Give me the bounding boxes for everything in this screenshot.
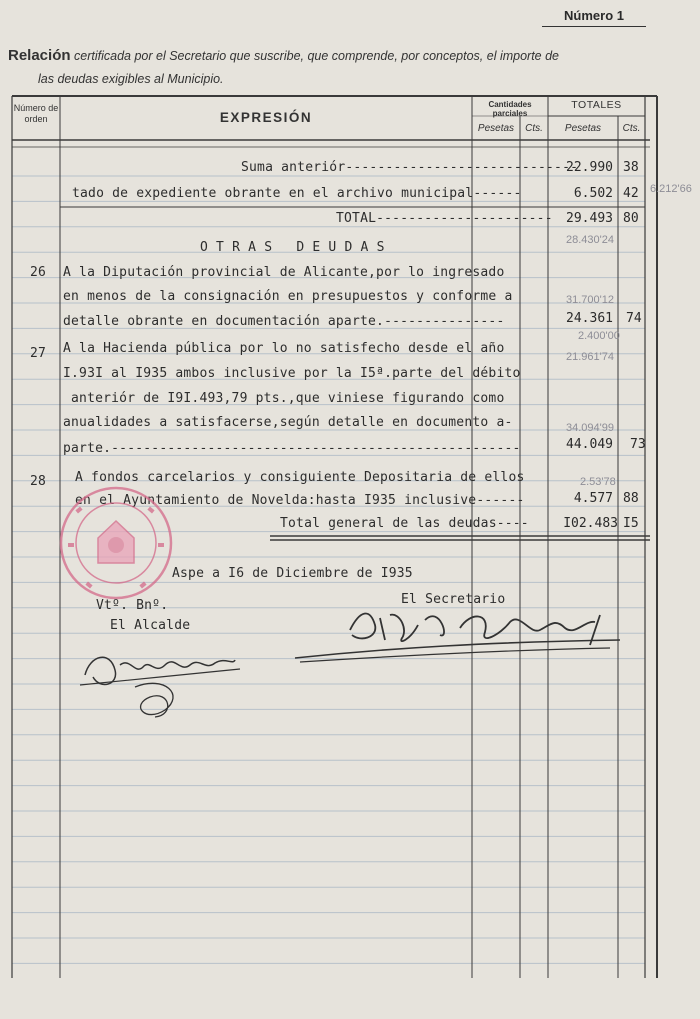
grand-total-label: Total general de las deudas----: [280, 516, 529, 531]
pencil-note: 2.400'00: [578, 330, 620, 342]
page-number: Número 1: [542, 8, 646, 27]
document-heading: [8, 44, 658, 91]
heading-line-2: las deudas exigibles al Municipio.: [38, 72, 224, 86]
column-header-expresion: EXPRESIÓN: [219, 110, 313, 125]
row-text: A fondos carcelarios y consiguiente Depositaria de ellos: [75, 470, 525, 485]
mayor-signature: [75, 635, 245, 725]
place-date: Aspe a I6 de Diciembre de I935: [172, 566, 413, 581]
row-text: A la Diputación provincial de Alicante,por lo ingresado: [63, 265, 505, 280]
pencil-note: 31.700'12: [566, 294, 614, 306]
row-text: parte.---------------------------------------------------: [63, 441, 521, 456]
row-text: anteriór de I9I.493,79 pts.,que viniese figurando como: [63, 391, 505, 406]
column-header-pesetas-total: Pesetas: [564, 123, 602, 134]
visto-bueno: Vtº. Bnº.: [96, 598, 169, 613]
mayor-label: El Alcalde: [110, 618, 191, 633]
row-text: I.93I al I935 ambos inclusive por la I5ª.parte del débito: [63, 366, 521, 381]
row-text: en menos de la consignación en presupuestos y conforme a: [63, 289, 513, 304]
grand-total-cts: I5: [623, 516, 639, 531]
secretary-label: El Secretario: [401, 592, 506, 607]
column-header-cts: Cts.: [525, 123, 543, 134]
pencil-note: 34.094'99: [566, 422, 614, 434]
pencil-note: 28.430'24: [566, 234, 614, 246]
pencil-note: 2.53'78: [580, 476, 616, 488]
row-pesetas: 29.493: [566, 211, 613, 226]
column-header-cts-total: Cts.: [622, 123, 641, 134]
secretary-signature: [290, 600, 650, 670]
row-text: anualidades a satisfacerse,según detalle en documento a-: [63, 415, 513, 430]
row-text: TOTAL----------------------: [336, 211, 553, 226]
pencil-note: 21.961'74: [566, 351, 614, 363]
section-title: O T R A S D E U D A S: [200, 240, 385, 255]
row-cts: 80: [623, 211, 639, 226]
row-text: tado de expediente obrante en el archivo municipal------: [72, 186, 522, 201]
row-text: en el Ayuntamiento de Novelda:hasta I935 inclusive------: [75, 493, 525, 508]
row-pesetas: 24.361: [566, 311, 613, 326]
row-text: Suma anteriór-----------------------------: [241, 160, 579, 175]
grand-total-pesetas: I02.483: [563, 516, 618, 531]
row-pesetas: 6.502: [573, 186, 613, 201]
row-orden: 26: [30, 265, 47, 280]
column-header-totales: TOTALES: [571, 99, 622, 111]
row-cts: 42: [623, 186, 639, 201]
column-header-parciales: Cantidades parciales: [488, 100, 532, 118]
pencil-note: 6.212'66: [650, 183, 692, 195]
row-cts: 88: [623, 491, 639, 506]
row-text: detalle obrante en documentación aparte.---------------: [63, 314, 505, 329]
column-header-orden: Número de orden: [13, 103, 59, 124]
row-orden: 28: [30, 474, 47, 489]
heading-line-1: certificada por el Secretario que suscribe, que comprende, por conceptos, el importe de: [74, 49, 560, 63]
row-pesetas: 4.577: [573, 491, 613, 506]
row-pesetas: 22.990: [566, 160, 613, 175]
municipal-seal-stamp: [56, 483, 176, 603]
column-header-pesetas: Pesetas: [477, 123, 515, 134]
heading-lead: Relación: [8, 47, 71, 64]
row-orden: 27: [30, 346, 47, 361]
row-text: A la Hacienda pública por lo no satisfecho desde el año: [63, 341, 505, 356]
row-cts: 73: [630, 437, 646, 452]
row-cts: 38: [623, 160, 639, 175]
row-cts: 74: [626, 311, 642, 326]
row-pesetas: 44.049: [566, 437, 613, 452]
